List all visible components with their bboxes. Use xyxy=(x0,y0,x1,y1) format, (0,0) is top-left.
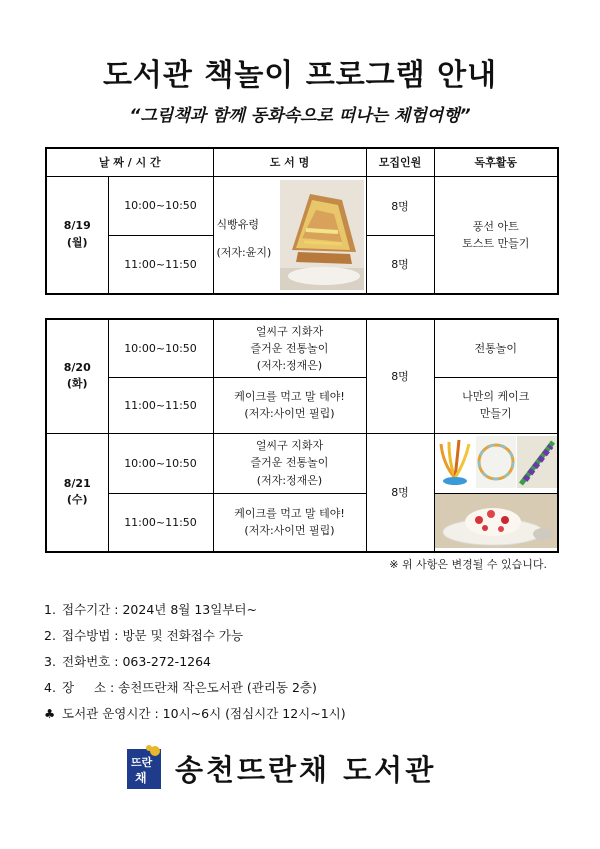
capacity-cell: 8명 xyxy=(366,176,434,235)
info-text: 접수방법 : 방문 및 전화접수 가능 xyxy=(62,628,244,643)
time-cell: 11:00~11:50 xyxy=(108,493,213,552)
table-row xyxy=(46,176,558,235)
info-item xyxy=(44,622,346,648)
activity-line: 만들기 xyxy=(479,407,512,420)
club-icon: ♣ xyxy=(44,705,56,721)
date-cell xyxy=(46,433,108,552)
library-logo-icon xyxy=(125,745,163,791)
info-item xyxy=(44,648,346,674)
capacity-cell: 8명 xyxy=(366,433,434,552)
book-title-line: 얼씨구 지화자 xyxy=(255,324,324,338)
info-item xyxy=(44,674,346,700)
header-book: 도 서 명 xyxy=(213,148,366,176)
info-number: 3. xyxy=(44,653,56,669)
activity-image-cell xyxy=(434,433,558,493)
book-cell xyxy=(213,176,366,294)
info-list xyxy=(44,596,346,726)
info-item xyxy=(44,596,346,622)
info-text: 도서관 운영시간 : 10시~6시 (점심시간 12시~1시) xyxy=(62,706,346,721)
time-cell: 11:00~11:50 xyxy=(108,377,213,433)
date-text: 8/20 xyxy=(63,360,91,374)
activity-cell xyxy=(434,377,558,433)
info-number: 1. xyxy=(44,601,56,617)
book-author: (저자:사이먼 필립) xyxy=(244,407,335,420)
book-title-line: 얼씨구 지화자 xyxy=(255,439,324,453)
info-item xyxy=(44,700,346,726)
info-text: 장 소 : 송천뜨란채 작은도서관 (관리동 2층) xyxy=(62,680,317,695)
date-text: 8/19 xyxy=(63,219,91,233)
book-cell xyxy=(213,319,366,377)
activity-line: 나만의 케이크 xyxy=(462,389,530,403)
page-subtitle: “그림책과 함께 동화속으로 떠나는 체험여행” xyxy=(129,106,471,126)
toast-image xyxy=(280,180,364,290)
book-author: (저자:정재은) xyxy=(256,358,323,372)
date-text: 8/21 xyxy=(63,476,91,490)
library-name: 송천뜨란채 도서관 xyxy=(175,752,437,787)
book-author: (저자:사이먼 필립) xyxy=(244,524,335,537)
activity-line: 토스트 만들기 xyxy=(462,236,530,250)
day-text: (월) xyxy=(66,235,88,249)
time-cell: 11:00~11:50 xyxy=(108,235,213,294)
schedule-table-1 xyxy=(45,147,559,295)
table-header-row xyxy=(46,148,558,176)
header-date-time: 날 짜 / 시 간 xyxy=(46,148,213,176)
activity-image-cell xyxy=(434,493,558,552)
book-title-line: 즐거운 전통놀이 xyxy=(250,341,329,355)
day-text: (화) xyxy=(66,377,88,391)
table-row xyxy=(46,377,558,433)
activity-cell xyxy=(434,176,558,294)
info-text: 전화번호 : 063-272-1264 xyxy=(62,654,212,669)
time-cell: 10:00~10:50 xyxy=(108,176,213,235)
book-title-line: 즐거운 전통놀이 xyxy=(250,456,329,470)
book-author: (저자:정재은) xyxy=(256,473,323,487)
header-capacity: 모집인원 xyxy=(366,148,434,176)
table-row xyxy=(46,319,558,377)
footer xyxy=(125,745,436,791)
book-title-line: 케이크를 먹고 말 테야! xyxy=(234,389,345,403)
time-cell: 10:00~10:50 xyxy=(108,319,213,377)
book-cell xyxy=(213,433,366,493)
date-cell xyxy=(46,176,108,294)
time-cell: 10:00~10:50 xyxy=(108,433,213,493)
page-title: 도서관 책놀이 프로그램 안내 xyxy=(102,58,498,93)
schedule-table-2 xyxy=(45,318,559,553)
info-number: 2. xyxy=(44,627,56,643)
activity-line: 풍선 아트 xyxy=(472,219,519,233)
book-cell xyxy=(213,377,366,433)
book-author: (저자:윤지) xyxy=(216,246,272,260)
info-number: 4. xyxy=(44,679,56,695)
book-title: 식빵유령 xyxy=(216,217,260,231)
book-cell xyxy=(213,493,366,552)
info-text: 접수기간 : 2024년 8월 13일부터~ xyxy=(62,602,257,617)
cake-image xyxy=(435,494,557,548)
header-activity: 독후활동 xyxy=(434,148,558,176)
logo-text-line2: 채 xyxy=(135,771,147,785)
day-text: (수) xyxy=(66,493,88,506)
activity-cell: 전통놀이 xyxy=(434,319,558,377)
book-title-line: 케이크를 먹고 말 테야! xyxy=(234,506,345,520)
date-cell xyxy=(46,319,108,433)
capacity-cell: 8명 xyxy=(366,319,434,433)
change-notice: ※ 위 사항은 변경될 수 있습니다. xyxy=(389,558,547,571)
table-row xyxy=(46,493,558,552)
capacity-cell: 8명 xyxy=(366,235,434,294)
logo-text-line1: 뜨란 xyxy=(131,756,153,769)
balloon-art-images xyxy=(435,434,557,490)
table-row xyxy=(46,433,558,493)
